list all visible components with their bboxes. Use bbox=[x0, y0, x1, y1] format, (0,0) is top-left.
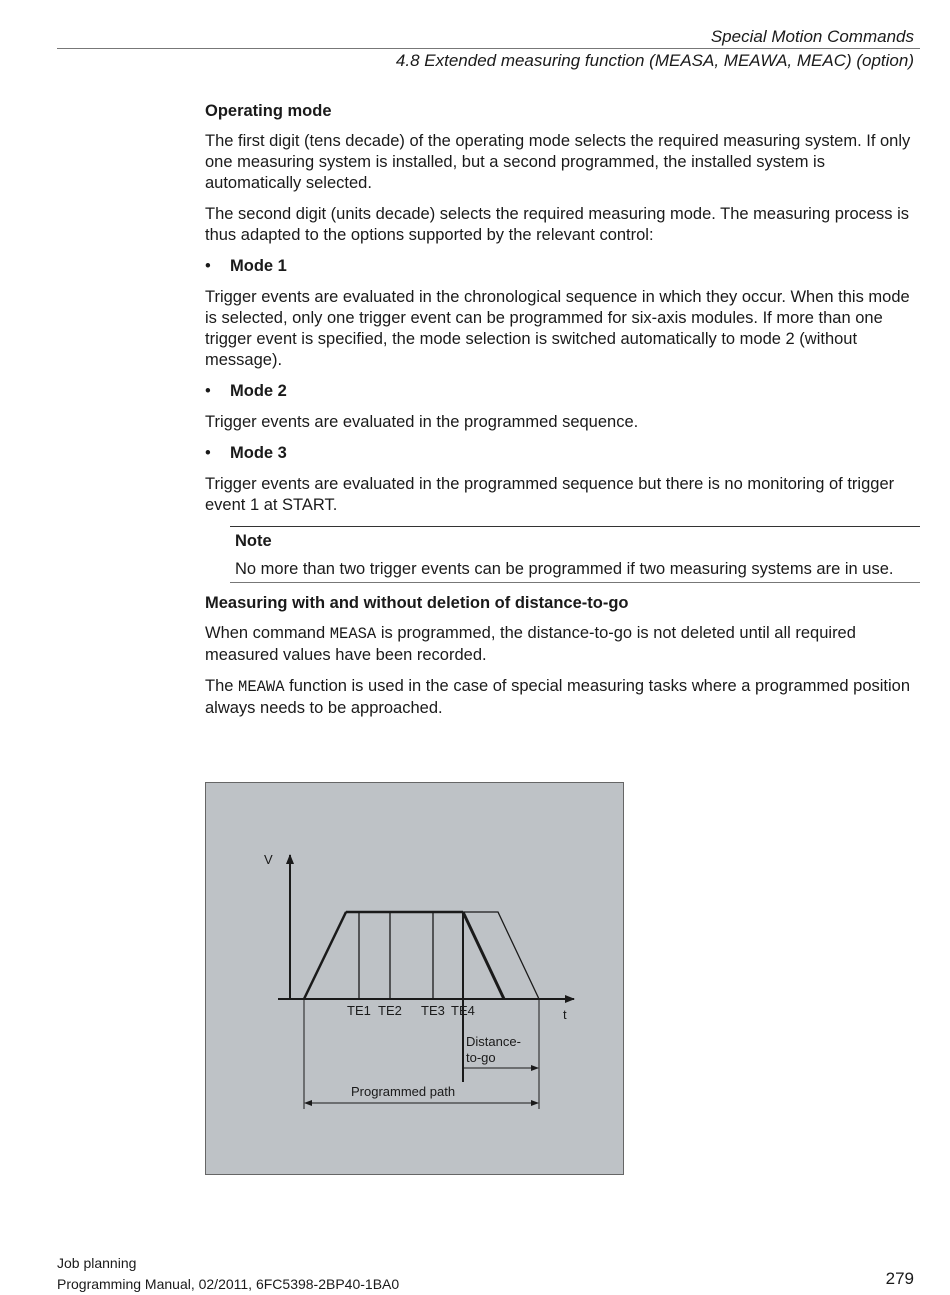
header-rule bbox=[57, 48, 920, 49]
measuring-p2-after: function is used in the case of special measuring tasks where a programmed position always needs to be approached. bbox=[205, 677, 911, 717]
main-content bbox=[205, 101, 920, 729]
te2-label: TE2 bbox=[378, 1003, 402, 1018]
bullet-dot: • bbox=[205, 257, 211, 275]
footer-chapter: Job planning bbox=[57, 1255, 137, 1271]
footer-document: Programming Manual, 02/2011, 6FC5398-2BP40-1BA0 bbox=[57, 1276, 400, 1292]
mode-1-text: Trigger events are evaluated in the chronological sequence in which they occur. When this mode is selected, only one trigger event can be programmed for six-axis modules. If more than one trigger event is specified, the mode selection is switched automatically to mode 2 (without message). bbox=[205, 288, 910, 369]
measa-code: MEASA bbox=[329, 625, 377, 643]
page-number: 279 bbox=[885, 1269, 914, 1288]
programmed-path-label: Programmed path bbox=[351, 1084, 456, 1099]
running-header-title: Special Motion Commands bbox=[710, 27, 914, 46]
measuring-heading: Measuring with and without deletion of distance-to-go bbox=[205, 594, 629, 612]
velocity-profile-figure bbox=[205, 782, 624, 1175]
mode-2-bullet bbox=[205, 381, 920, 402]
te1-label: TE1 bbox=[347, 1003, 371, 1018]
note-box bbox=[230, 526, 920, 583]
te4-label: TE4 bbox=[451, 1003, 475, 1018]
bullet-dot: • bbox=[205, 382, 211, 400]
measuring-p1-before: When command bbox=[205, 624, 330, 642]
mode-2-title: Mode 2 bbox=[230, 382, 287, 400]
meawa-code: MEAWA bbox=[238, 678, 285, 696]
mode-3-bullet bbox=[205, 443, 920, 464]
footer-left bbox=[57, 1253, 399, 1295]
running-header-section: 4.8 Extended measuring function (MEASA, MEAWA, MEAC) (option) bbox=[395, 51, 914, 70]
bullet-dot: • bbox=[205, 444, 211, 462]
velocity-profile-diagram bbox=[206, 783, 625, 1176]
t-axis-label: t bbox=[563, 1007, 567, 1022]
decel-after-te4 bbox=[463, 912, 504, 999]
measuring-paragraph-1 bbox=[205, 623, 920, 666]
operating-mode-heading: Operating mode bbox=[205, 102, 332, 120]
mode-1-title: Mode 1 bbox=[230, 257, 287, 275]
mode-3-title: Mode 3 bbox=[230, 444, 287, 462]
operating-mode-paragraph-2: The second digit (units decade) selects the required measuring mode. The measuring process is thus adapted to the options supported by the relevant control: bbox=[205, 205, 910, 244]
operating-mode-paragraph-1: The first digit (tens decade) of the operating mode selects the required measuring system. If only one measuring system is installed, but a second programmed, the installed system is automatically selected. bbox=[205, 132, 911, 192]
mode-2-text: Trigger events are evaluated in the programmed sequence. bbox=[205, 413, 639, 431]
measuring-paragraph-2 bbox=[205, 676, 920, 719]
measuring-p1-after: is programmed, the distance-to-go is not deleted until all required measured values have been recorded. bbox=[205, 624, 856, 664]
mode-3-text: Trigger events are evaluated in the programmed sequence but there is no monitoring of trigger event 1 at START. bbox=[205, 475, 895, 514]
mode-1-bullet bbox=[205, 256, 920, 277]
te3-label: TE3 bbox=[421, 1003, 445, 1018]
v-axis-label: V bbox=[264, 852, 273, 867]
distance-to-go-label-1: Distance- bbox=[466, 1034, 521, 1049]
accel-ramp bbox=[304, 912, 346, 999]
distance-to-go-label-2: to-go bbox=[466, 1050, 496, 1065]
note-text: No more than two trigger events can be programmed if two measuring systems are in use. bbox=[235, 560, 894, 578]
note-title: Note bbox=[235, 532, 272, 550]
measuring-p2-before: The bbox=[205, 677, 239, 695]
